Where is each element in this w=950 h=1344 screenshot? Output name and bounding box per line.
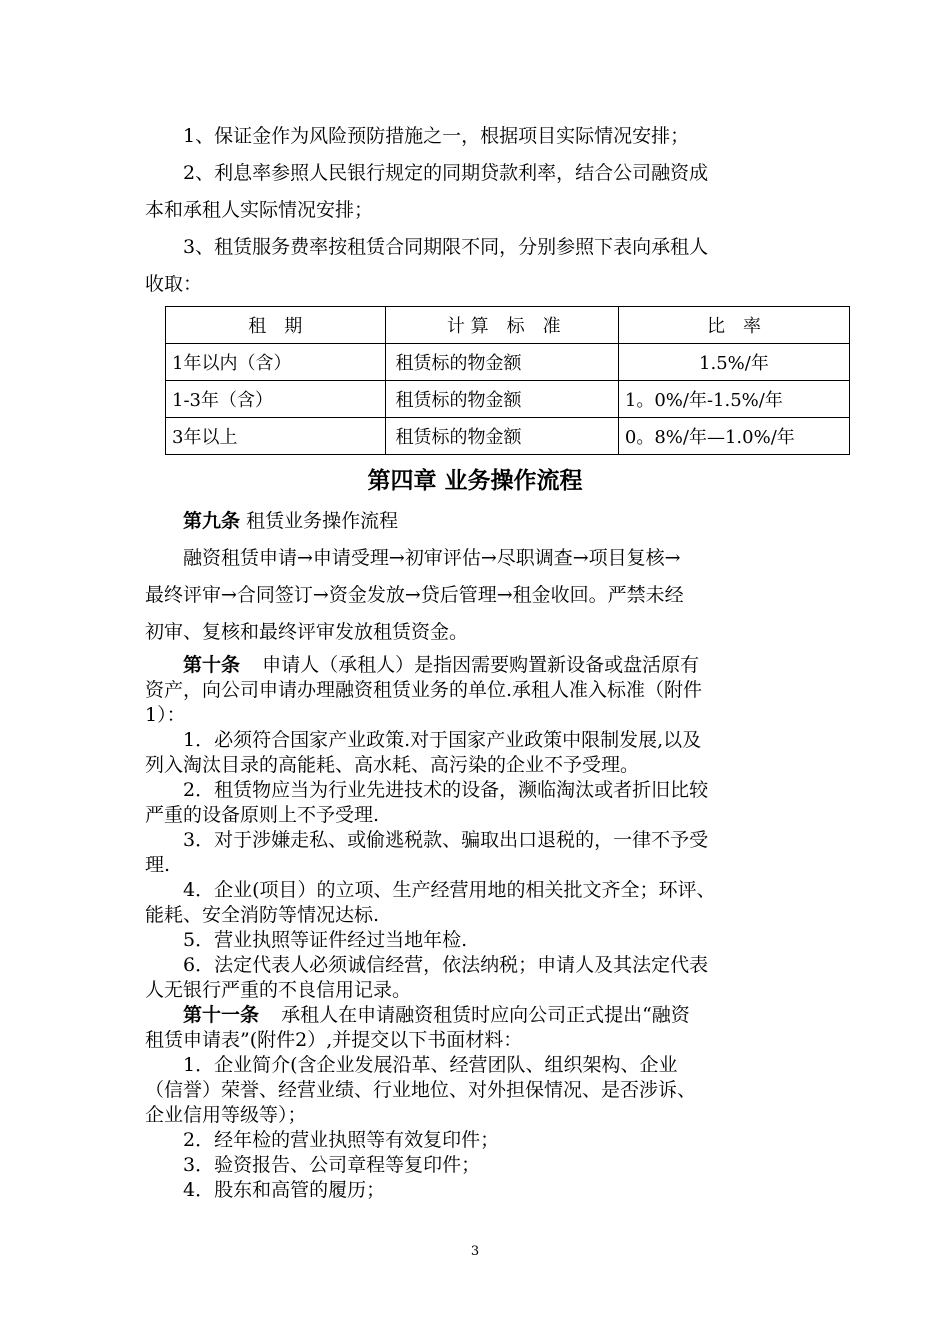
chapter-title: 第四章 业务操作流程 xyxy=(367,468,583,494)
article-9-line1: 融资租赁申请→申请受理→初审评估→尽职调查→项目复核→ xyxy=(183,547,681,569)
cell-rate: 1.5%/年 xyxy=(618,344,849,381)
article-9-heading xyxy=(145,503,810,540)
article-10-item4-line2: 能耗、安全消防等情况达标. xyxy=(145,904,380,926)
header-lease-term: 租 期 xyxy=(166,307,386,344)
fee-rate-table xyxy=(165,306,850,455)
article-10-line1: 第十条 申请人（承租人）是指因需要购置新设备或盘活原有 xyxy=(183,654,700,676)
article-10-line3: 1）： xyxy=(145,704,186,726)
cell-term: 3年以上 xyxy=(166,418,386,455)
cell-basis: 租赁标的物金额 xyxy=(385,344,618,381)
article-11-item1-line2: （信誉）荣誉、经营业绩、行业地位、对外担保情况、是否涉诉、 xyxy=(145,1079,697,1101)
cell-term: 1年以内（含） xyxy=(166,344,386,381)
article-11-line1: 第十一条 承租人在申请融资租赁时应向公司正式提出“融资 xyxy=(183,1004,690,1026)
article-10-item1-line2: 列入淘汰目录的高能耗、高水耗、高污染的企业不予受理。 xyxy=(145,754,640,776)
article-10-item4-line1: 4．企业(项目）的立项、生产经营用地的相关批文齐全；环评、 xyxy=(183,879,716,901)
header-calculation-basis: 计 算 标 准 xyxy=(385,307,618,344)
article-11-line2: 租赁申请表”(附件2）,并提交以下书面材料： xyxy=(145,1029,523,1051)
article-10-label: 第十条 xyxy=(183,654,241,676)
article-9-title: 租赁业务操作流程 xyxy=(246,510,399,532)
para-interest-line2: 本和承租人实际情况安排； xyxy=(145,199,374,221)
table-row xyxy=(166,418,850,455)
article-10-item1-line1: 1．必须符合国家产业政策.对于国家产业政策中限制发展,以及 xyxy=(183,729,702,751)
cell-term: 1-3年（含） xyxy=(166,381,386,418)
cell-basis: 租赁标的物金额 xyxy=(385,381,618,418)
article-11-item3: 3．验资报告、公司章程等复印件； xyxy=(183,1154,481,1176)
article-9-line2: 最终评审→合同签订→资金发放→贷后管理→租金收回。严禁未经 xyxy=(145,584,684,606)
para-deposit: 1、保证金作为风险预防措施之一，根据项目实际情况安排； xyxy=(183,125,690,147)
cell-rate: 1。0%/年-1.5%/年 xyxy=(618,381,849,418)
cell-basis: 租赁标的物金额 xyxy=(385,418,618,455)
article-11-label: 第十一条 xyxy=(183,1004,260,1026)
table-header-row xyxy=(166,307,850,344)
article-10-item2-line1: 2．租赁物应当为行业先进技术的设备，濒临淘汰或者折旧比较 xyxy=(183,779,709,801)
article-11-item4: 4．股东和高管的履历； xyxy=(183,1179,386,1201)
page-number: 3 xyxy=(470,1244,480,1259)
para-interest-line1: 2、利息率参照人民银行规定的同期贷款利率，结合公司融资成 xyxy=(183,162,709,184)
article-10-line2: 资产，向公司申请办理融资租赁业务的单位.承租人准入标准（附件 xyxy=(145,679,703,701)
header-rate: 比 率 xyxy=(618,307,849,344)
article-11-item2: 2．经年检的营业执照等有效复印件； xyxy=(183,1129,500,1151)
article-10-item6-line2: 人无银行严重的不良信用记录。 xyxy=(145,979,412,1001)
article-10-item5: 5．营业执照等证件经过当地年检. xyxy=(183,929,468,951)
article-11-item1-line3: 企业信用等级等）； xyxy=(145,1104,307,1126)
article-10-item3-line1: 3．对于涉嫌走私、或偷逃税款、骗取出口退税的，一律不予受 xyxy=(183,829,709,851)
para-service-fee-line2: 收取： xyxy=(145,273,203,295)
table-row xyxy=(166,344,850,381)
para-service-fee-line1: 3、租赁服务费率按租赁合同期限不同，分别参照下表向承租人 xyxy=(183,236,709,258)
article-10-item6-line1: 6．法定代表人必须诚信经营，依法纳税；申请人及其法定代表 xyxy=(183,954,709,976)
article-9-line3: 初审、复核和最终评审发放租赁资金。 xyxy=(145,621,469,643)
article-11-item1-line1: 1．企业简介(含企业发展沿革、经营团队、组织架构、企业 xyxy=(183,1054,678,1076)
article-9-label: 第九条 xyxy=(183,510,241,532)
article-10-item3-line2: 理. xyxy=(145,854,171,876)
cell-rate: 0。8%/年—1.0%/年 xyxy=(618,418,849,455)
table-row xyxy=(166,381,850,418)
article-10-item2-line2: 严重的设备原则上不予受理. xyxy=(145,804,380,826)
